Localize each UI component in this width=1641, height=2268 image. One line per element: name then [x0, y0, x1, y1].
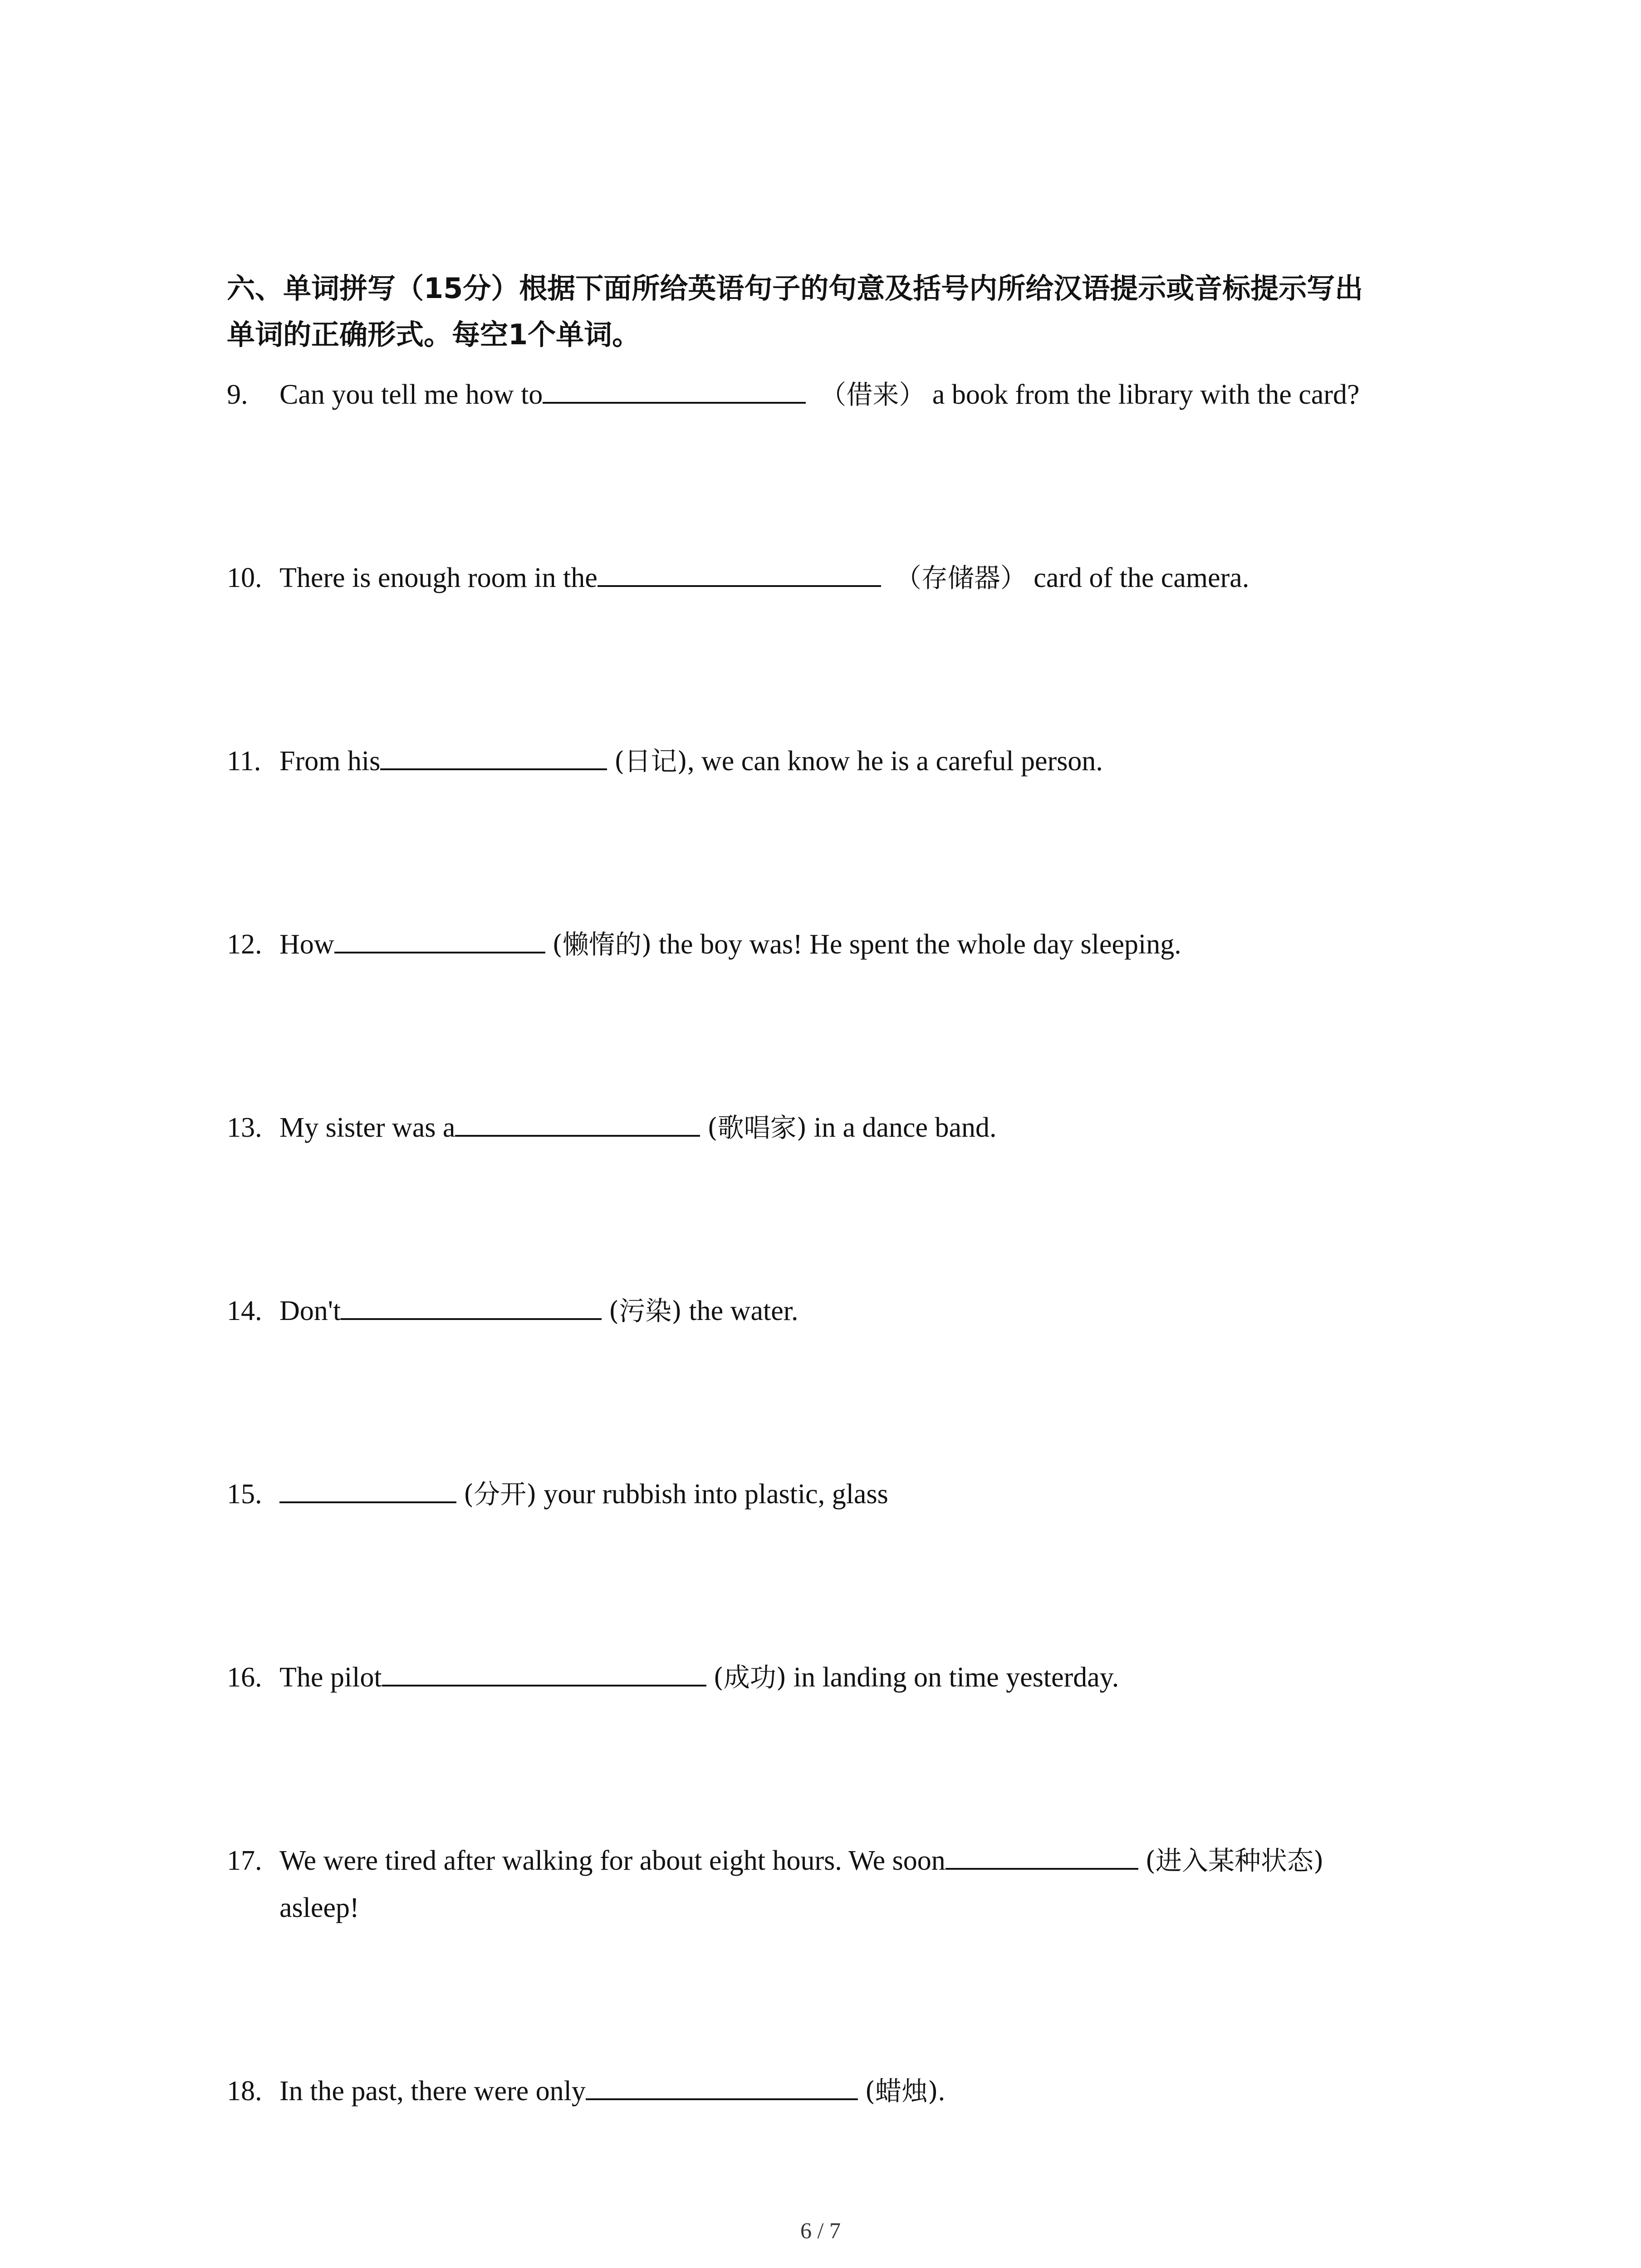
section-heading-line-2: 单词的正确形式。每空1个单词。 — [227, 318, 641, 351]
answer-blank[interactable] — [945, 1842, 1138, 1870]
question-text-after: . — [938, 2076, 945, 2107]
question-number: 12. — [227, 929, 262, 960]
chinese-hint: (污染) — [608, 1295, 682, 1326]
chinese-hint: (歌唱家) — [707, 1112, 807, 1143]
question-text-after: card of the camera. — [1026, 562, 1249, 593]
chinese-hint: (分开) — [463, 1479, 537, 1510]
question-text-after: in landing on time yesterday. — [786, 1662, 1119, 1693]
answer-blank[interactable] — [341, 1292, 602, 1320]
question-number: 10. — [227, 562, 262, 593]
question-number: 17. — [227, 1845, 262, 1876]
question-text-before: In the past, there were only — [279, 2076, 586, 2107]
answer-blank[interactable] — [382, 1658, 706, 1686]
question-number: 15. — [227, 1479, 262, 1510]
section-heading — [227, 265, 1452, 358]
question-13 — [227, 1104, 1452, 1151]
answer-blank[interactable] — [279, 1475, 456, 1503]
answer-blank[interactable] — [543, 376, 806, 404]
question-text-before: From his — [279, 746, 381, 777]
question-text-after: the water. — [681, 1295, 798, 1326]
answer-blank[interactable] — [455, 1109, 700, 1137]
question-text-before: There is enough room in the — [279, 562, 598, 593]
question-text-after: in a dance band. — [807, 1112, 997, 1143]
question-number: 18. — [227, 2076, 262, 2107]
question-text-after: the boy was! He spent the whole day sleeping. — [652, 929, 1181, 960]
question-16 — [227, 1654, 1452, 1701]
question-9 — [227, 371, 1452, 418]
answer-blank[interactable] — [334, 925, 545, 953]
question-text-before: We were tired after walking for about eight hours. We soon — [279, 1845, 945, 1876]
answer-blank[interactable] — [380, 742, 607, 770]
section-heading-line-1: 六、单词拼写（15分）根据下面所给英语句子的句意及括号内所给汉语提示或音标提示写出 — [227, 272, 1363, 305]
question-17 — [227, 1837, 1452, 1884]
question-text-after: a book from the library with the card? — [925, 379, 1360, 410]
question-11 — [227, 738, 1452, 785]
question-15 — [227, 1471, 1452, 1518]
question-17-continuation: asleep! — [279, 1892, 359, 1923]
question-number: 14. — [227, 1295, 262, 1326]
question-text-before: Don't — [279, 1295, 341, 1326]
question-text-before: Can you tell me how to — [279, 379, 543, 410]
answer-blank[interactable] — [586, 2072, 858, 2100]
chinese-hint: (蜡烛) — [865, 2076, 938, 2107]
question-number: 16. — [227, 1662, 262, 1693]
question-number: 11. — [227, 746, 261, 777]
question-text-before: The pilot — [279, 1662, 382, 1693]
chinese-hint: （借来） — [820, 379, 926, 410]
question-text-after: your rubbish into plastic, glass — [536, 1479, 888, 1510]
question-10 — [227, 554, 1452, 601]
page-number: 6 / 7 — [800, 2218, 841, 2243]
chinese-hint: (成功) — [713, 1662, 787, 1693]
chinese-hint: (进入某种状态) — [1145, 1845, 1324, 1876]
chinese-hint: (懒惰的) — [552, 929, 652, 960]
chinese-hint: (日记) — [614, 746, 687, 777]
question-number: 13. — [227, 1112, 262, 1143]
question-text-before: My sister was a — [279, 1112, 456, 1143]
question-text-before: How — [279, 929, 334, 960]
question-number: 9. — [227, 379, 248, 410]
question-12 — [227, 921, 1452, 968]
answer-blank[interactable] — [598, 559, 881, 587]
question-14 — [227, 1287, 1452, 1334]
chinese-hint: （存储器） — [895, 562, 1027, 593]
question-18 — [227, 2068, 1452, 2115]
question-text-after: , we can know he is a careful person. — [687, 746, 1103, 777]
